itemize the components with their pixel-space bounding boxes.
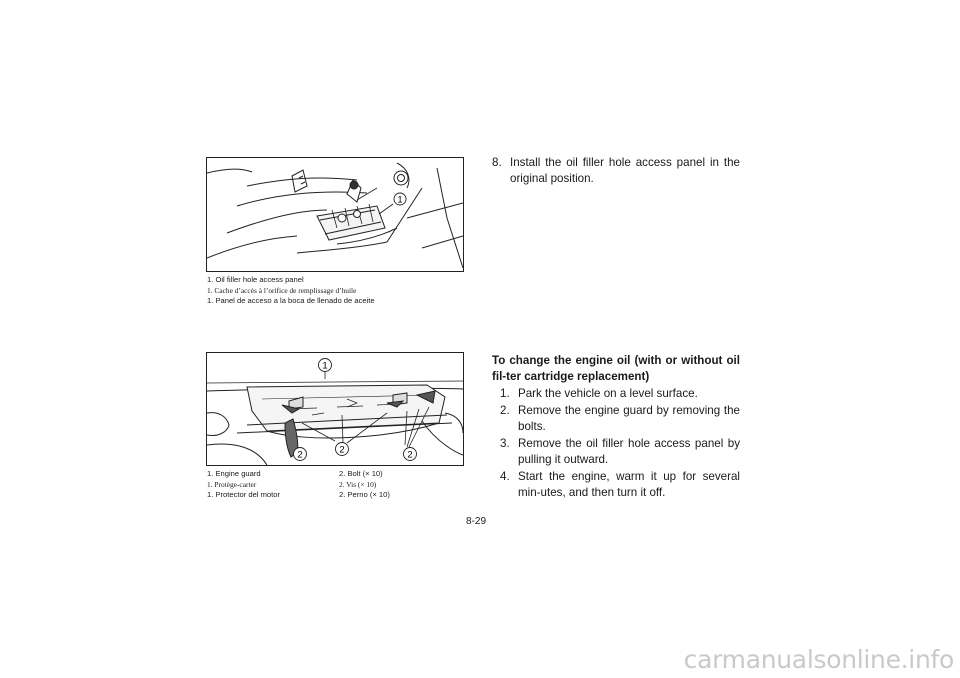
caption-en-item1: 1. Engine guard [207, 469, 261, 478]
callout-number-1: 1 [397, 194, 403, 205]
step-text: Start the engine, warm it up for several min-utes, and then turn it off. [518, 470, 740, 499]
site-watermark[interactable]: carmanualsonline.info [683, 645, 954, 674]
caption-es-item2: 2. Perno (× 10) [339, 490, 390, 499]
callout-number-1: 1 [322, 360, 328, 372]
figure2-caption [207, 469, 463, 501]
callout-number-2b: 2 [339, 444, 345, 456]
step-8 [492, 155, 740, 187]
illustration-engine-guard [207, 353, 463, 465]
step-text: Park the vehicle on a level surface. [518, 387, 698, 400]
caption-fr-item2: 2. Vis (× 10) [339, 479, 377, 489]
step-text: Install the oil filler hole access panel in the original position. [510, 156, 740, 185]
oil-change-steps [492, 386, 740, 501]
step-text: Remove the oil filler hole access panel by pulling it outward. [518, 437, 740, 466]
caption-row-en [207, 469, 463, 480]
oil-step-2 [500, 403, 740, 435]
figure1-caption [207, 275, 375, 307]
oil-step-3 [500, 436, 740, 468]
step-8-block [492, 155, 740, 187]
caption-es: 1. Panel de acceso a la boca de llenado de aceite [207, 296, 375, 305]
caption-row-es [207, 490, 463, 501]
step-number: 2. [500, 404, 510, 417]
caption-es-item1: 1. Protector del motor [207, 490, 281, 499]
oil-step-1 [500, 386, 740, 402]
page-number: 8-29 [466, 516, 487, 527]
oil-change-section [492, 353, 740, 502]
step-number: 1. [500, 387, 510, 400]
oil-step-4 [500, 469, 740, 501]
section-heading: To change the engine oil (with or without oil fil-ter cartridge replacement) [492, 354, 740, 383]
figure-oil-filler-panel [206, 157, 464, 272]
caption-fr: 1. Cache d’accès à l’orifice de remplissage d’huile [207, 285, 357, 295]
step-text: Remove the engine guard by removing the bolts. [518, 404, 740, 433]
caption-fr-item1: 1. Protège-carter [207, 479, 257, 489]
step-number: 8. [492, 156, 502, 169]
step-number: 3. [500, 437, 510, 450]
caption-row-fr [207, 480, 463, 491]
caption-en: 1. Oil filler hole access panel [207, 275, 304, 284]
step-number: 4. [500, 470, 510, 483]
figure-engine-guard [206, 352, 464, 466]
callout-number-2a: 2 [297, 449, 303, 461]
illustration-oil-filler-panel [207, 158, 463, 271]
callout-number-2c: 2 [407, 449, 413, 461]
caption-en-item2: 2. Bolt (× 10) [339, 469, 383, 478]
